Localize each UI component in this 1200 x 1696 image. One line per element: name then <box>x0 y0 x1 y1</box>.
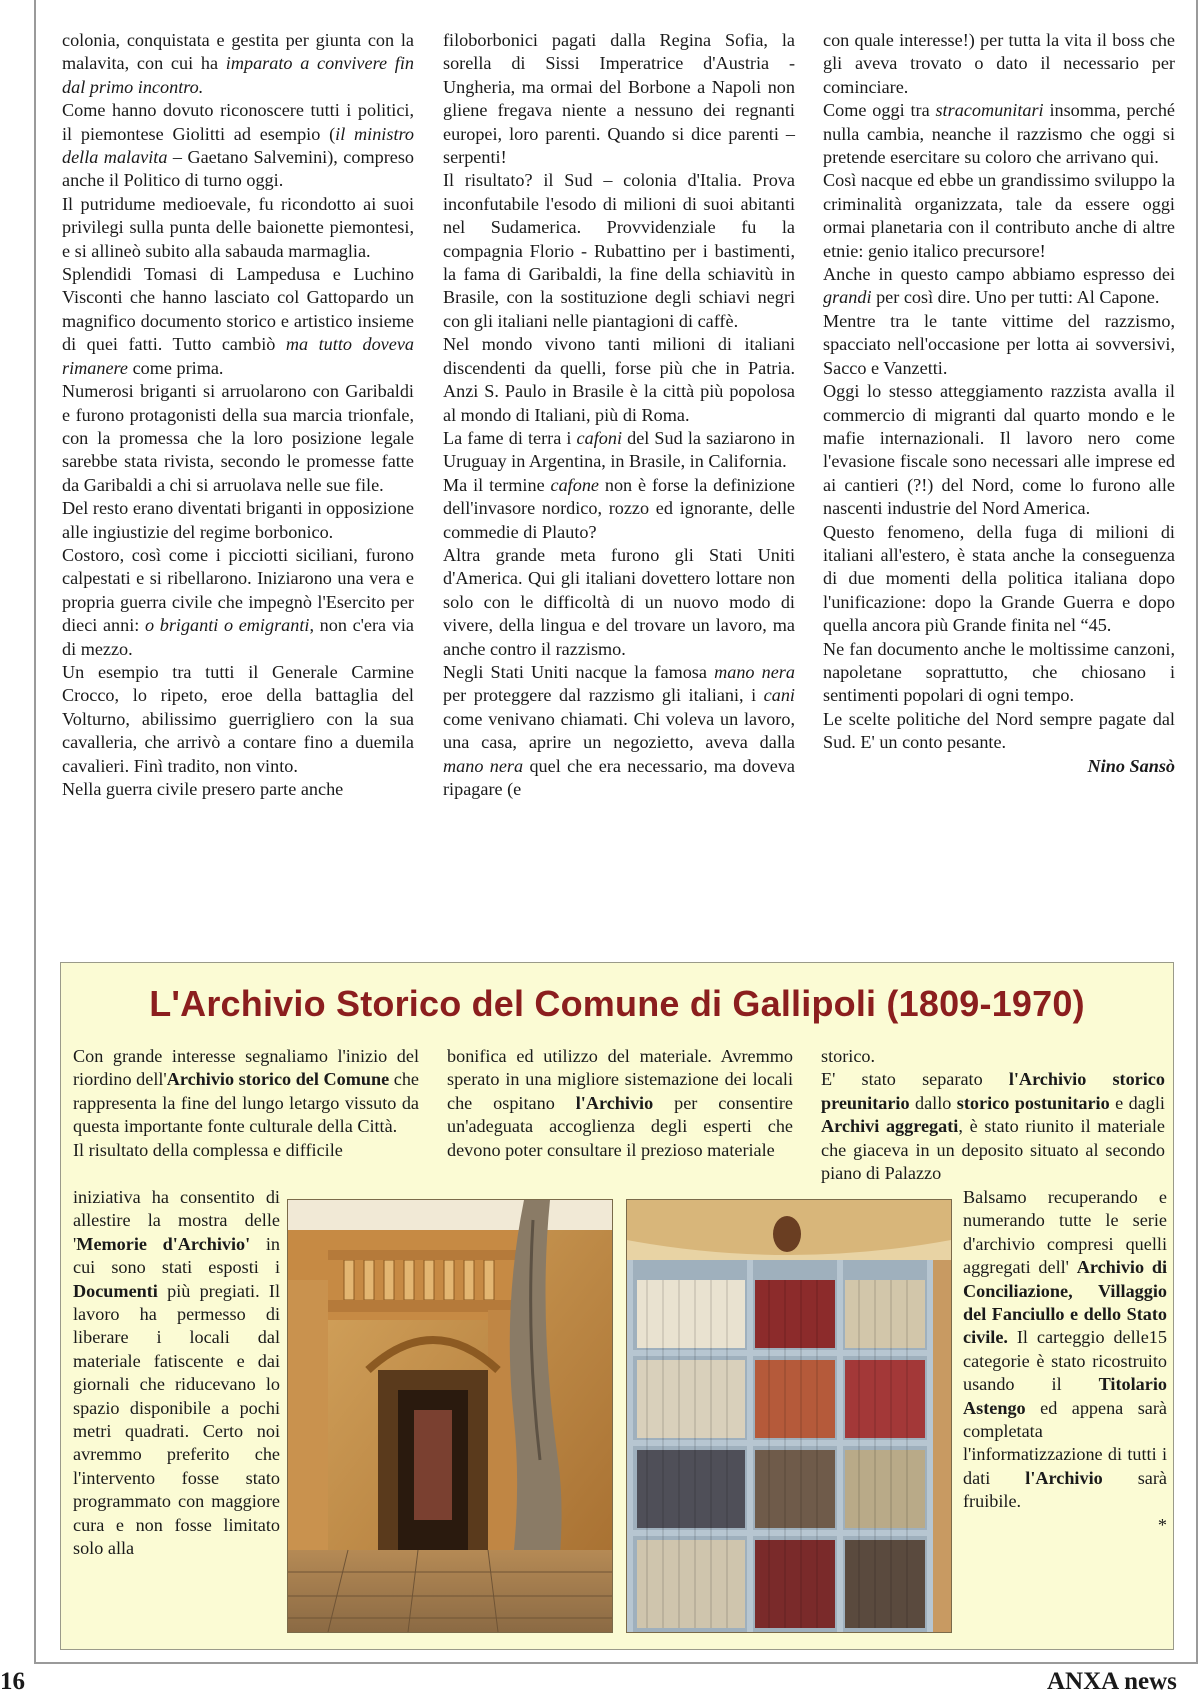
paragraph: Il putridume medioevale, fu ricondotto ai suoi privilegi sulla punta delle baionette piemontesi, e si allineò subito alla sabauda marmaglia. <box>62 193 414 261</box>
bold-text: Archivio di Conciliazione, Villaggio del Fanciullo e dello Stato civile. <box>963 1257 1167 1348</box>
paragraph: Con grande interesse segnaliamo l'inizio del riordino dell'Archivio storico del Comune che rappresenta la fine del lungo letargo vissuto da questa importante fonte culturale della Città. <box>73 1046 419 1137</box>
paragraph: Anche in questo campo abbiamo espresso dei grandi per così dire. Uno per tutti: Al Capone. <box>823 264 1175 308</box>
page-frame-right <box>1196 0 1198 1664</box>
paragraph: Negli Stati Uniti nacque la famosa mano nera per proteggere dal razzismo gli italiani, i cani come venivano chiamati. Chi voleva un lavoro, una casa, aprire un negozietto, aveva dalla mano nera quel che era necessario, ma doveva ripagare (e <box>443 661 795 799</box>
bold-text: l'Archivio <box>1025 1467 1103 1488</box>
paragraph: colonia, conquistata e gestita per giunta con la malavita, con cui ha imparato a convivere fin dal primo incontro. <box>62 30 414 97</box>
staircase-photo <box>287 1199 613 1633</box>
italic-text: o briganti o emigranti <box>145 615 310 636</box>
paragraph: Nella guerra civile presero parte anche <box>62 779 344 799</box>
italic-text: cani <box>763 685 795 706</box>
paragraph: Nel mondo vivono tanti milioni di italiani discendenti da quelli, forse più che in Patria. Anzi S. Paulo in Brasile è la città più popolosa al mondo di Italiani, più di Roma. <box>443 334 795 425</box>
bold-text: l'Archivio storico preunitario <box>821 1069 1165 1113</box>
paragraph: Altra grande meta furono gli Stati Uniti d'America. Qui gli italiani dovettero lottare non solo con le difficoltà di un nuovo modo di vivere, della lingua e del trovare un lavoro, ma anche contro il razzismo. <box>443 544 795 659</box>
italic-text: mano nera <box>443 755 524 776</box>
italic-text: il ministro della malavita <box>62 123 414 168</box>
article-column-3 <box>823 29 1175 778</box>
paragraph: filoborbonici pagati dalla Regina Sofia, la sorella di Sissi Imperatrice d'Austria - Ungheria, ma ormai del Borbone a Napoli non gliene fregava niente a nessuno dei regnanti europei, loro parenti. Quando si dice parenti – serpenti! <box>443 30 795 168</box>
italic-text: grandi <box>823 287 872 308</box>
paragraph: Questo fenomeno, della fuga di milioni di italiani all'estero, è stata anche la conseguenza di due momenti della politica italiana dopo l'unificazione: dopo la Grande Guerra e dopo quella ancora più Grande finita nel “45. <box>823 521 1175 636</box>
bold-text: Archivi aggregati <box>821 1116 959 1137</box>
paragraph: Il risultato? il Sud – colonia d'Italia. Prova inconfutabile l'esodo di milioni di suoi abitanti nel Sudamerica. Provvidenziale fu la compagnia Florio - Rubattino per i bastimenti, la fama di Garibaldi, la fine della schiavitù in Brasile, con la sostituzione degli schiavi negri con gli italiani nelle piantagioni di caffè. <box>443 170 795 331</box>
bold-text: Titolario Astengo <box>963 1374 1167 1418</box>
paragraph: Oggi lo stesso atteggiamento razzista avalla il commercio di migranti dal quarto mondo e le mafie internazionali. Il lavoro nero come l'evasione fiscale sono necessari alle imprese ed ai cantieri (?!) del Nord, come lo furono alle nascenti industrie del Nord America. <box>823 381 1175 519</box>
italic-text: stracomunitari <box>935 100 1044 121</box>
paragraph: Ne fan documento anche le moltissime canzoni, napoletane soprattutto, che chiosano i sentimenti popolari di ogni tempo. <box>823 638 1175 706</box>
italic-text: imparato a convivere fin dal primo incontro. <box>62 53 414 97</box>
paragraph: Ma il termine cafone non è forse la definizione dell'invasore nordico, rozzo ed ignorante, delle commedie di Plauto? <box>443 474 795 542</box>
paragraph: Del resto erano diventati briganti in opposizione alle ingiustizie del regime borbonico. <box>62 498 414 542</box>
paragraph: Un esempio tra tutti il Generale Carmine Crocco, lo ripeto, eroe della battaglia del Volturno, abilissimo guerrigliero con la sua cavalleria, che arrivò a contare fino a duemila cavalieri. Finì tradito, non vinto. <box>62 661 414 776</box>
archive-column-3-narrow <box>963 1186 1167 1537</box>
archive-column-1 <box>73 1045 419 1162</box>
bold-text: l'Archivio <box>575 1092 654 1113</box>
archive-shelves-photo <box>626 1199 952 1633</box>
page-frame-bottom <box>34 1662 1198 1664</box>
end-asterisk: * <box>1157 1514 1167 1535</box>
archive-column-2 <box>447 1045 793 1162</box>
magazine-name: ANXA news <box>1047 1668 1177 1695</box>
bold-text: Memorie d'Archivio' <box>76 1233 251 1254</box>
archive-column-1-narrow <box>73 1186 280 1561</box>
paragraph: Come hanno dovuto riconoscere tutti i politici, il piemontese Giolitti ad esempio (il ministro della malavita – Gaetano Salvemini), compreso anche il Politico di turno oggi. <box>62 100 414 191</box>
article-column-2 <box>443 29 795 801</box>
italic-text: ma tutto doveva rimanere <box>62 334 414 378</box>
paragraph: La fame di terra i cafoni del Sud la saziarono in Uruguay in Argentina, in Brasile, in California. <box>443 427 795 472</box>
paragraph: con quale interesse!) per tutta la vita il boss che gli aveva trovato o dato il necessario per cominciare. <box>823 30 1175 97</box>
paragraph: E' stato separato l'Archivio storico preunitario dallo storico postunitario e dagli Archivi aggregati, è stato riunito il materiale che giaceva in un deposito situato al secondo piano di Palazzo <box>821 1069 1165 1184</box>
italic-text: mano nera <box>714 661 795 682</box>
paragraph: Numerosi briganti si arruolarono con Garibaldi e furono protagonisti della sua marcia trionfale, con la promessa che la loro posizione legale sarebbe stata rivista, secondo le promesse fatte da Garibaldi a chi si arruolava nelle sue file. <box>62 381 414 495</box>
bold-text: Archivio storico del Comune <box>166 1069 390 1090</box>
paragraph: Come oggi tra stracomunitari insomma, perché nulla cambia, neanche il razzismo che oggi si pretende esercitare su coloro che arrivano qui. <box>823 100 1175 168</box>
italic-text: cafone <box>550 474 599 495</box>
paragraph: Balsamo recuperando e numerando tutte le serie d'archivio compresi quelli aggregati dell' Archivio di Conciliazione, Villaggio del Fanciullo e dello Stato civile. Il carteggio delle15 categorie è stato ricostruito usando il Titolario Astengo ed appena sarà completata l'informatizzazione di tutti i dati l'Archivio sarà fruibile. <box>963 1187 1167 1512</box>
paragraph: Mentre tra le tante vittime del razzismo, spacciato nell'occasione per lotta ai sovversivi, Sacco e Vanzetti. <box>823 310 1175 378</box>
bold-text: storico postunitario <box>956 1092 1110 1113</box>
paragraph: Il risultato della complessa e difficile <box>73 1139 343 1160</box>
article-author: Nino Sansò <box>1087 755 1175 776</box>
paragraph: Le scelte politiche del Nord sempre pagate dal Sud. E' un conto pesante. <box>823 708 1175 753</box>
article-column-1 <box>62 29 414 801</box>
article-column-3-text <box>823 29 1175 755</box>
paragraph: Splendidi Tomasi di Lampedusa e Luchino Visconti che hanno lasciato col Gattopardo un magnifico documento storico e artistico insieme di quei fatti. Tutto cambiò ma tutto doveva rimanere come prima. <box>62 264 414 378</box>
paragraph: bonifica ed utilizzo del materiale. Avremmo sperato in una migliore sistemazione dei locali che ospitano l'Archivio per consentire un'adeguata accoglienza degli esperti che devono poter consultare il prezioso materiale <box>447 1046 793 1160</box>
archive-column-3 <box>821 1045 1165 1185</box>
paragraph: Costoro, così come i picciotti siciliani, furono calpestati e si ribellarono. Iniziarono una vera e propria guerra civile che impegnò l'Esercito per dieci anni: o briganti o emigranti, non c'era via di mezzo. <box>62 544 414 659</box>
page-number: 16 <box>0 1668 25 1695</box>
bold-text: Documenti <box>73 1280 158 1301</box>
italic-text: cafoni <box>576 427 623 448</box>
paragraph: iniziativa ha consentito di allestire la mostra delle 'Memorie d'Archivio' in cui sono stati esposti i Documenti più pregiati. Il lavoro ha permesso di liberare i locali dal materiale fatiscente e dai giornali che riducevano lo spazio disponibile a pochi metri quadrati. Certo noi avremmo preferito che l'intervento fosse stato programmato con maggiore cura e non fosse limitato solo alla <box>73 1187 280 1559</box>
archive-box-title: L'Archivio Storico del Comune di Gallipoli (1809-1970) <box>149 983 1085 1024</box>
archive-column-3-narrow-text <box>963 1186 1167 1514</box>
page-frame-left <box>34 0 36 1664</box>
archive-box <box>60 962 1174 1650</box>
paragraph: storico. <box>821 1046 876 1066</box>
paragraph: Così nacque ed ebbe un grandissimo sviluppo la criminalità organizzata, tale da essere oggi ormai planetaria con il contributo anche di altre etnie: genio italico precursore! <box>823 170 1175 261</box>
